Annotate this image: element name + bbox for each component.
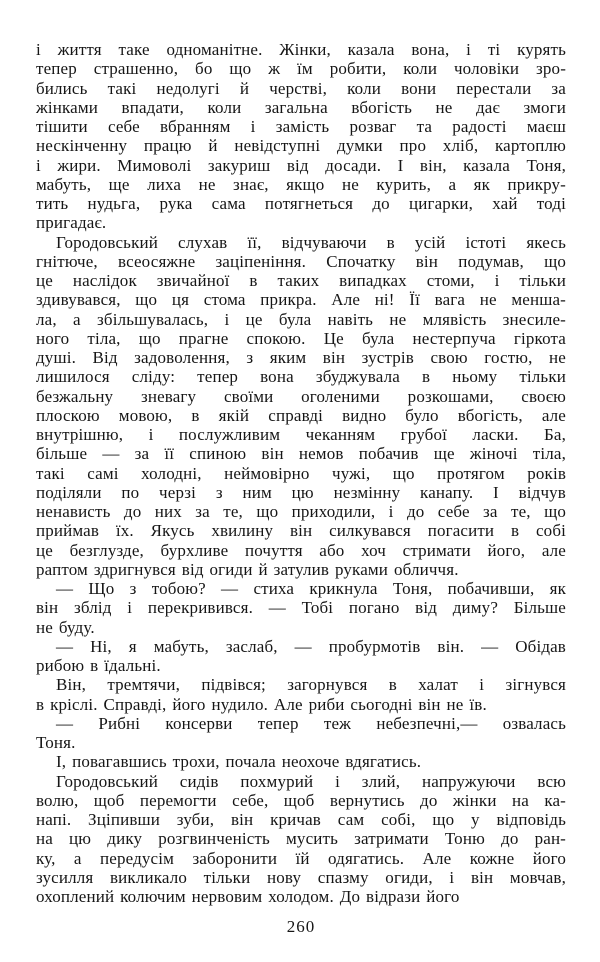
text-line: Городовський сидів похмурий і злий, напружуючи всю — [56, 771, 566, 791]
text-line: напі. Зціпивши зуби, він кричав сам собі, що у відповідь — [36, 810, 566, 829]
paragraph — [36, 579, 566, 637]
text-line: нескінченну працю й невідступні думки про хліб, картоплю — [36, 136, 566, 156]
paragraph — [36, 675, 566, 714]
paragraph — [36, 714, 566, 753]
text-line: рибою в їдальні. — [36, 656, 161, 675]
text-line: на цю дику розгвинченість мусить затримати Тоню до ран- — [36, 829, 566, 849]
text-line: І, повагавшись трохи, почала неохоче вдягатись. — [56, 752, 422, 772]
text-line: тішити себе вбранням і замість розваг та радості маєш — [36, 117, 566, 136]
paragraph — [36, 40, 566, 233]
text-line: ку, а передусім заборонити їй одягатись. Але кожне його — [36, 848, 566, 868]
text-line: Городовський слухав її, відчуваючи в усій істоті якесь — [56, 232, 566, 252]
paragraph — [36, 637, 566, 676]
text-line: тить нудьга, рука сама потягнеться до цигарки, хай тоді — [36, 194, 566, 213]
text-line: зусилля викликало тільки нову спазму огиди, і він мовчав, — [36, 867, 566, 887]
text-line: більше — за її спиною він немов побачив ще жіночі тіла, — [36, 444, 566, 464]
text-line: волю, щоб перемогти себе, щоб вернутись до жінки на ка- — [36, 790, 566, 810]
text-line: гнітюче, всеосяжне заціпеніння. Спочатку він подумав, що — [36, 251, 566, 271]
text-line: такі самі холодні, неймовірно чужі, що протягом років — [36, 463, 566, 483]
paragraph — [36, 752, 566, 771]
text-line: плоскою мовою, в якій справді видно було вбогість, але — [36, 405, 566, 425]
text-line: і жири. Мимоволі закуриш від досади. І він, казала Тоня, — [36, 155, 566, 175]
text-line: — Рибні консерви тепер теж небезпечні,— озвалась — [56, 713, 566, 733]
text-line: в кріслі. Справді, його нудило. Але риби сьогодні він не їв. — [36, 694, 487, 714]
text-line: і життя таке одноманітне. Жінки, казала вона, і ті курять — [36, 40, 566, 59]
text-line: — Що з тобою? — стиха крикнула Тоня, побачивши, як — [56, 579, 566, 598]
text-line: ного тіла, що прагне спокою. Це була нестерпуча гіркота — [36, 328, 566, 348]
text-line: він зблід і перекривився. — Тобі погано від диму? Більше — [36, 598, 566, 618]
paragraph — [36, 233, 566, 580]
text-line: не буду. — [36, 617, 95, 637]
text-line: це наслідок звичайної в таких випадках стоми, і тільки — [36, 271, 566, 290]
text-line: жінками впадати, коли загальна вбогість не дає змоги — [36, 97, 566, 117]
text-line: Тоня. — [36, 733, 76, 752]
body-text — [36, 40, 566, 906]
text-line: ненависть до них за те, що приходили, і до себе за те, що — [36, 502, 566, 521]
text-line: лишилося сліду: тепер вона збуджувала в ньому тільки — [36, 367, 566, 387]
text-line: душі. Від задоволення, з яким він зустрів свою гостю, не — [36, 348, 566, 367]
text-line: тепер страшенно, бо що ж їм робити, коли чоловіки зро- — [36, 59, 566, 79]
text-line: пригадає. — [36, 213, 107, 233]
text-line: мабуть, ще лиха не знає, якщо не курить, а як прикру- — [36, 174, 566, 194]
text-line: здивувався, що ця стома прикра. Але ні! Її вага не менша- — [36, 290, 566, 310]
paragraph — [36, 772, 566, 907]
text-line: це безглузде, бурхливе почуття або хоч стримати його, але — [36, 540, 566, 560]
text-line: безжальну зневагу своїми оголеними розкошами, своєю — [36, 386, 566, 406]
text-line: раптом здригнувся від огиди й затулив руками обличчя. — [36, 559, 459, 579]
text-line: — Ні, я мабуть, заслаб, — пробурмотів він. — Обідав — [56, 636, 566, 656]
text-line: Він, тремтячи, підвівся; загорнувся в халат і зігнувся — [56, 675, 566, 695]
page-number: 260 — [286, 917, 316, 937]
text-line: ла, а збільшувалась, і це була навіть не млявість знесиле- — [36, 309, 566, 329]
text-line: бились такі недолугі й черстві, коли вони перестали за — [36, 78, 566, 98]
text-line: приймав їх. Якусь хвилину він силкувався погасити в собі — [36, 521, 566, 541]
text-line: внутрішню, і послужливим чеканням грубої ласки. Ба, — [36, 425, 566, 444]
text-line: поділяли по черзі з ним цю незмінну канапу. І відчув — [36, 482, 566, 502]
text-line: охоплений колючим нервовим холодом. До відрази його — [36, 887, 460, 906]
